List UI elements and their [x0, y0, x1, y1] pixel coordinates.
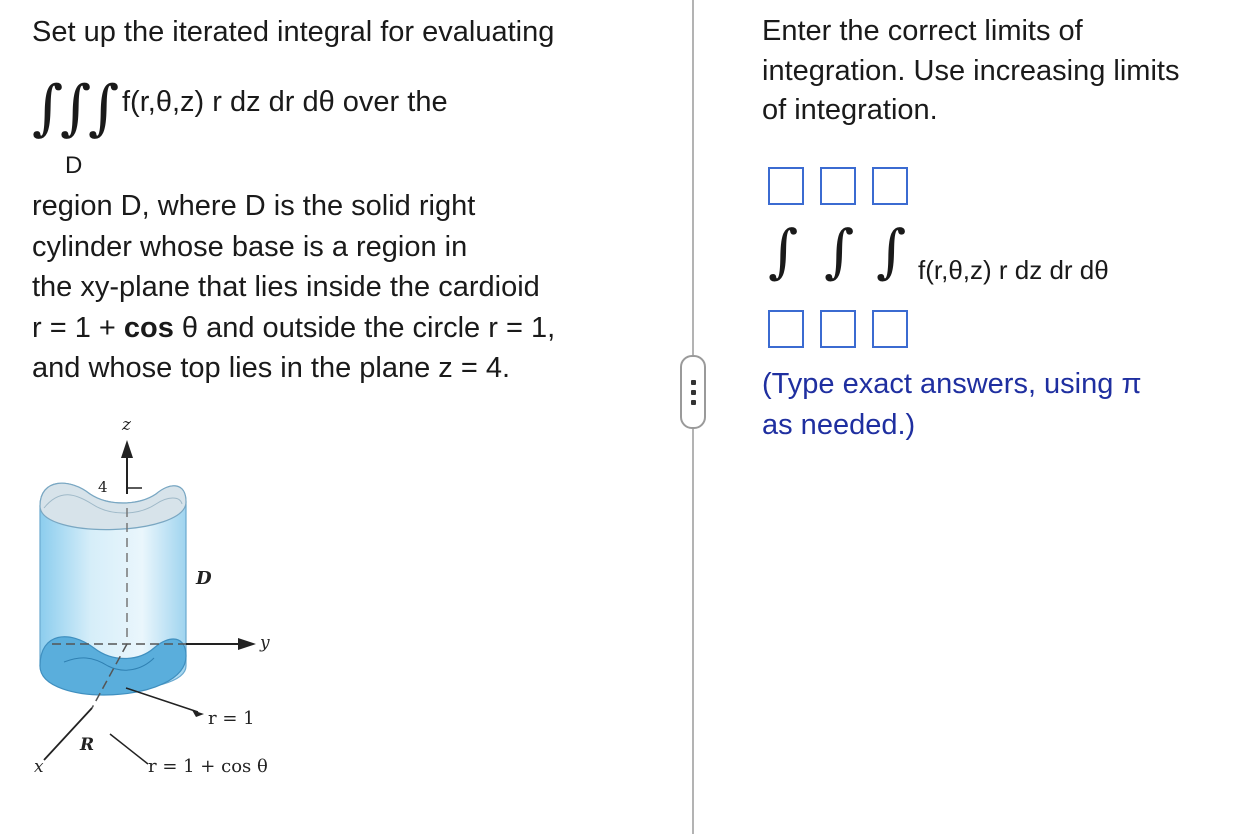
y-axis-label: y	[260, 633, 270, 653]
answer-hint	[762, 364, 1141, 446]
integral-sign-1: ∫	[32, 73, 64, 143]
instruction-line-1: Enter the correct limits of	[762, 15, 1083, 47]
upper-limit-inner-input[interactable]	[872, 167, 908, 205]
region-line-2: cylinder whose base is a region in	[32, 230, 468, 263]
instruction-line-2: integration. Use increasing limits	[762, 54, 1180, 87]
question-integrand: f(r,θ,z) r dz dr dθ over the	[122, 86, 448, 118]
answer-integral-sign-3: ∫	[876, 217, 907, 285]
region-subscript: D	[65, 152, 83, 179]
handle-dot-icon	[691, 390, 696, 395]
upper-limit-outer-input[interactable]	[768, 167, 804, 205]
question-intro: Set up the iterated integral for evaluating	[32, 16, 555, 48]
region-d-label: D	[196, 568, 212, 589]
region-description	[32, 186, 652, 389]
answer-integral-sign-2: ∫	[824, 217, 855, 285]
region-line-5: and whose top lies in the plane z = 4.	[32, 352, 511, 384]
instruction-line-3: of integration.	[762, 94, 938, 126]
handle-dot-icon	[691, 380, 696, 385]
answer-instructions	[762, 12, 1252, 131]
region-r-label: R	[80, 735, 95, 755]
answer-integral-sign-1: ∫	[768, 217, 799, 285]
lower-limit-inner-input[interactable]	[872, 310, 908, 348]
region-line-1: region D, where D is the solid right	[32, 190, 476, 222]
hint-line-1: (Type exact answers, using π	[762, 368, 1142, 400]
hint-line-2: as needed.)	[762, 409, 916, 441]
cardioid-label: r = 1 + cos θ	[148, 756, 268, 777]
cylinder-figure	[30, 408, 300, 793]
cos-text: cos	[123, 311, 174, 344]
z-axis-label: z	[122, 415, 131, 435]
integral-sign-2: ∫	[60, 73, 92, 143]
divider-drag-handle[interactable]	[680, 355, 706, 429]
circle-label: r = 1	[208, 708, 255, 729]
integral-sign-3: ∫	[88, 73, 120, 143]
lower-limit-outer-input[interactable]	[768, 310, 804, 348]
answer-integrand: f(r,θ,z) r dz dr dθ	[918, 255, 1109, 285]
handle-dot-icon	[691, 400, 696, 405]
x-axis-label: x	[34, 757, 44, 777]
lower-limit-middle-input[interactable]	[820, 310, 856, 348]
height-label: 4	[98, 478, 108, 496]
region-line-4: r = 1 + cos θ and outside the circle r = 1,	[32, 311, 556, 344]
answer-panel	[762, 12, 1252, 441]
region-line-3: the xy-plane that lies inside the cardioid	[32, 271, 540, 303]
upper-limit-middle-input[interactable]	[820, 167, 856, 205]
